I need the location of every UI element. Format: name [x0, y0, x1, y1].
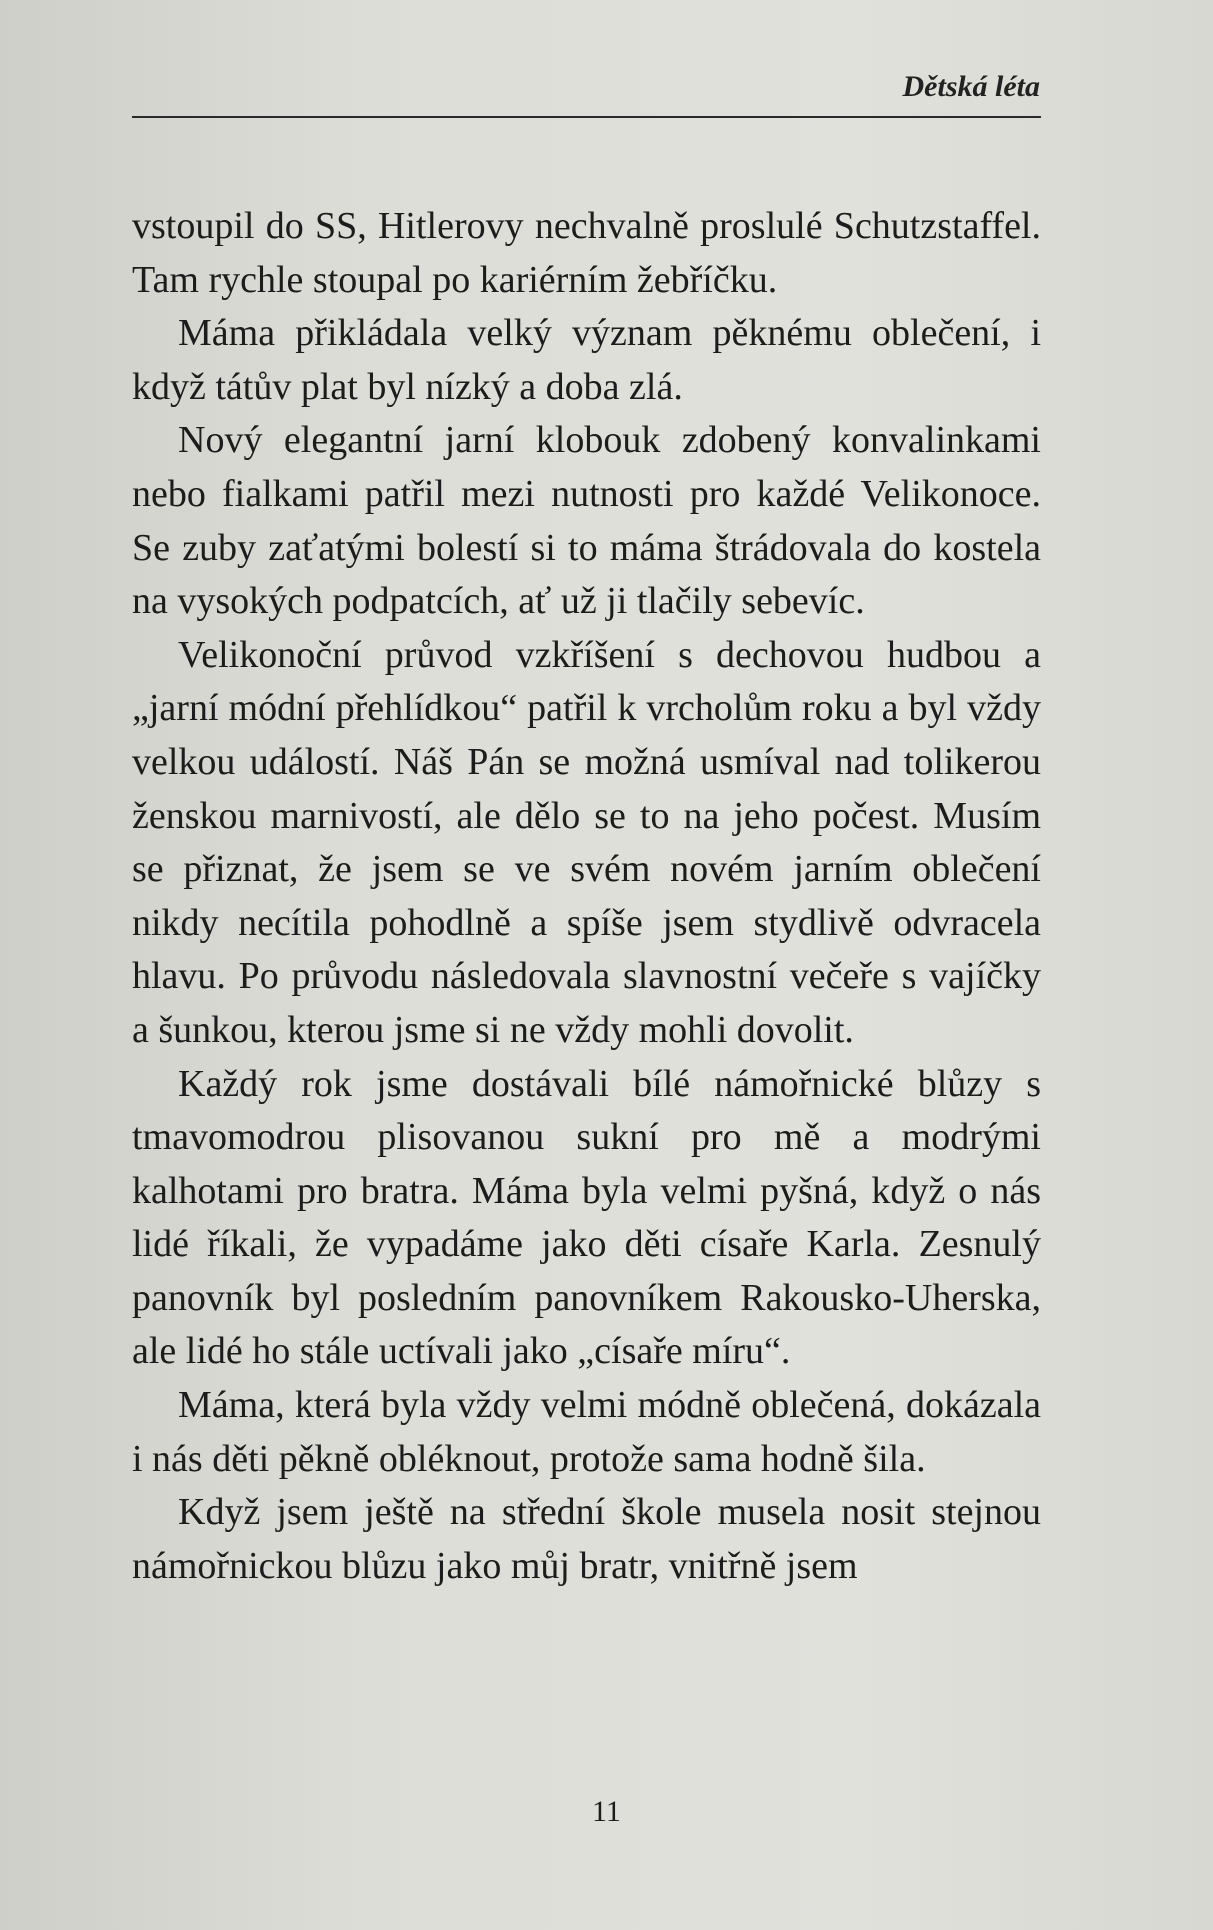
paragraph: Velikonoční průvod vzkříšení s dechovou hudbou a „jarní módní přehlídkou“ patřil k vrcholům roku a byl vždy velkou událostí. Náš Pán se možná usmíval nad tolikerou ženskou marnivostí, ale dělo se to na jeho počest. Musím se přiznat, že jsem se ve svém novém jarním oblečení nikdy necítila pohodlně a spíše jsem stydlivě odvracela hlavu. Po průvodu následovala slavnostní večeře s vajíčky a šunkou, kterou jsme si ne vždy mohli dovolit. [132, 633, 1041, 1051]
paragraph: Máma přikládala velký význam pěknému oblečení, i když tátův plat byl nízký a doba zlá. [132, 312, 1041, 408]
body-text [132, 200, 1041, 1593]
header-rule [132, 116, 1041, 118]
running-head: Dětská léta [902, 70, 1040, 103]
paragraph: Každý rok jsme dostávali bílé námořnické blůzy s tmavomodrou plisovanou sukní pro mě a modrými kalhotami pro bratra. Máma byla velmi pyšná, když o nás lidé říkali, že vypadáme jako děti císaře Karla. Zesnulý panovník byl posledním panovníkem Rakousko-Uherska, ale lidé ho stále uctívali jako „císaře míru“. [132, 1062, 1041, 1373]
paragraph: Nový elegantní jarní klobouk zdobený konvalinkami nebo fialkami patřil mezi nutnosti pro každé Velikonoce. Se zuby zaťatými bolestí si to máma štrádovala do kostela na vysokých podpatcích, ať už ji tlačily sebevíc. [132, 419, 1041, 623]
paragraph: vstoupil do SS, Hitlerovy nechvalně proslulé Schutzstaffel. Tam rychle stoupal po kariérním žebříčku. [132, 205, 1041, 301]
paragraph: Když jsem ještě na střední škole musela nosit stejnou námořnickou blůzu jako můj bratr, vnitřně jsem [132, 1491, 1041, 1587]
page-number: 11 [592, 1795, 621, 1828]
paragraph: Máma, která byla vždy velmi módně oblečená, dokázala i nás děti pěkně obléknout, protože sama hodně šila. [132, 1384, 1041, 1480]
